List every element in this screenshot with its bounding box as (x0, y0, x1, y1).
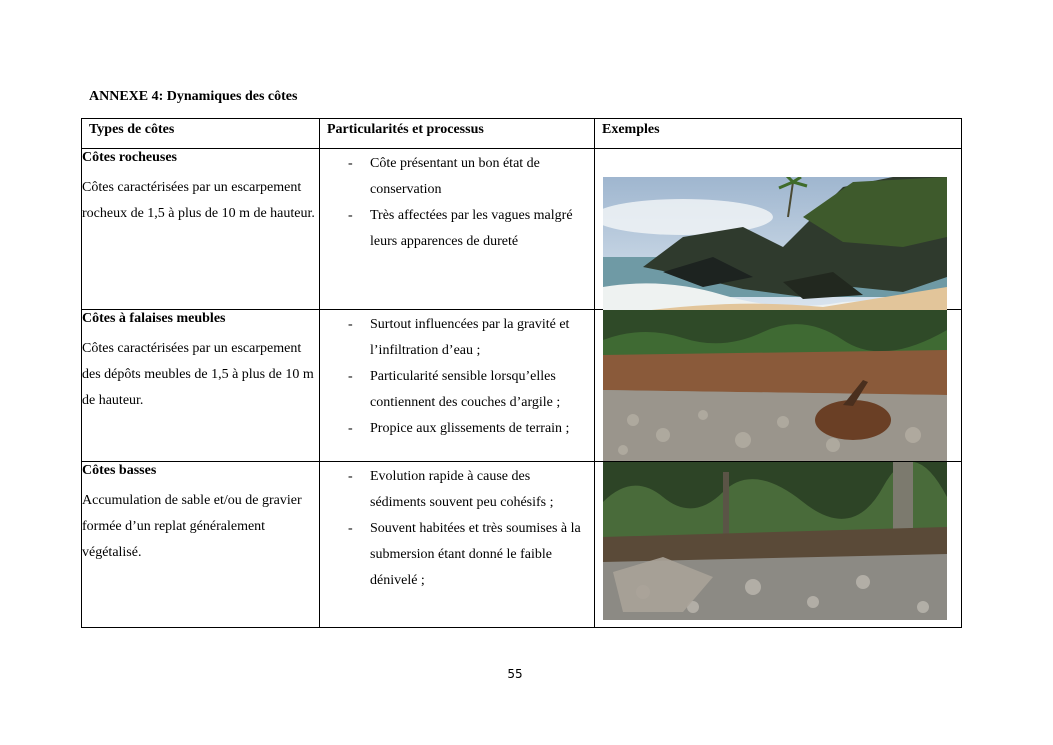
table-row (82, 462, 962, 628)
process-cell (320, 310, 595, 462)
header-examples: Exemples (595, 119, 962, 149)
coast-type-cell (82, 149, 320, 310)
process-cell (320, 462, 595, 628)
coast-type-description: Côtes caractérisées par un escarpement rocheux de 1,5 à plus de 10 m de hauteur. (82, 180, 315, 221)
annex-table (81, 118, 962, 628)
process-item: - Evolution rapide à cause des sédiments souvent peu cohésifs ; (348, 464, 586, 516)
process-item: - Très affectées par les vagues malgré leurs apparences de dureté (348, 203, 586, 255)
header-types: Types de côtes (82, 119, 320, 149)
header-processes: Particularités et processus (320, 119, 595, 149)
coast-type-name: Côtes basses (82, 463, 157, 478)
page-number: 55 (507, 667, 523, 681)
soft-cliff-photo (603, 310, 947, 461)
example-cell (595, 149, 962, 310)
table-row (82, 149, 962, 310)
coast-type-name: Côtes rocheuses (82, 150, 178, 165)
process-cell (320, 149, 595, 310)
example-cell (595, 462, 962, 628)
example-cell (595, 310, 962, 462)
coast-type-name: Côtes à falaises meubles (82, 311, 226, 326)
page-title: ANNEXE 4: Dynamiques des côtes (89, 89, 298, 104)
process-item: - Particularité sensible lorsqu’elles contiennent des couches d’argile ; (348, 364, 586, 416)
coast-type-description: Accumulation de sable et/ou de gravier formée d’un replat généralement végétalisé. (82, 493, 302, 560)
process-item: - Souvent habitées et très soumises à la submersion étant donné le faible dénivelé ; (348, 516, 586, 594)
coast-type-cell (82, 462, 320, 628)
low-coast-photo (603, 462, 947, 620)
process-item: - Propice aux glissements de terrain ; (348, 416, 586, 442)
process-item: - Surtout influencées par la gravité et l’infiltration d’eau ; (348, 312, 586, 364)
process-item: - Côte présentant un bon état de conservation (348, 151, 586, 203)
coast-type-cell (82, 310, 320, 462)
table-row (82, 310, 962, 462)
table-header-row (82, 119, 962, 149)
coast-type-description: Côtes caractérisées par un escarpement des dépôts meubles de 1,5 à plus de 10 m de hauteur. (82, 341, 314, 408)
